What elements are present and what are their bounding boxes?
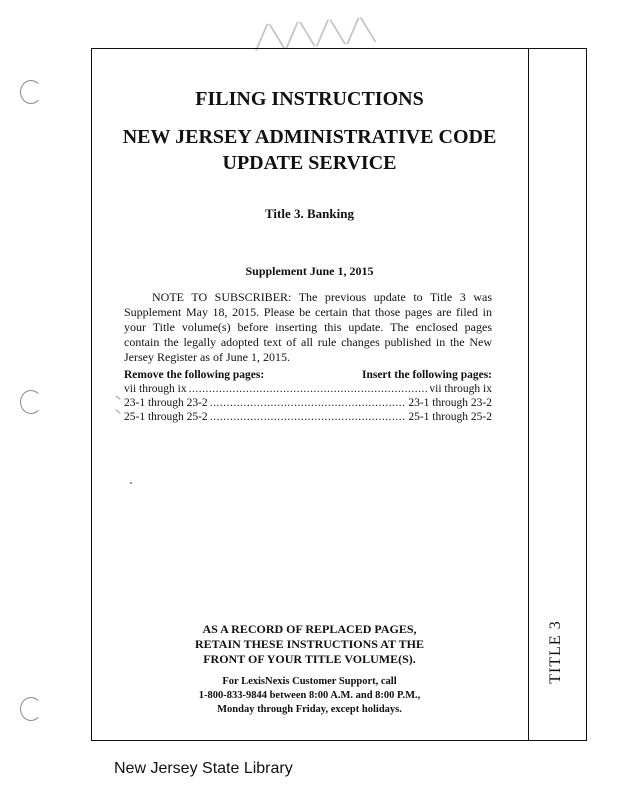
punch-hole-middle: [20, 390, 42, 414]
insert-pages: vii through ix: [429, 383, 492, 395]
support-line1: For LexisNexis Customer Support, call: [222, 676, 397, 687]
insert-pages: 25-1 through 25-2: [408, 411, 492, 423]
remove-pages: 23-1 through 23-2: [124, 397, 208, 409]
insert-pages: 23-1 through 23-2: [408, 397, 492, 409]
pages-row: [124, 382, 492, 396]
stray-mark: [130, 482, 132, 484]
title-name: Title 3. Banking: [265, 206, 354, 221]
leader-dots: [210, 396, 407, 410]
supplement-date: Supplement June 1, 2015: [245, 264, 374, 278]
support-line3: Monday through Friday, except holidays.: [217, 704, 402, 715]
punch-hole-bottom: [20, 697, 42, 721]
code-title-line2: UPDATE SERVICE: [222, 152, 397, 174]
leader-dots: [189, 382, 428, 396]
record-line1: AS A RECORD OF REPLACED PAGES,: [202, 622, 417, 636]
pages-row: [124, 396, 492, 410]
note-text: NOTE TO SUBSCRIBER: The previous update to Title 3 was Supplement May 18, 2015. Please be certain that those pages are filed in your Title volume(s) before inserting this update. The enclosed pages contain the legally adopted text of all rule changes published in the New Jersey Register as of June 1, 2015.: [124, 290, 492, 364]
leader-dots: [210, 410, 407, 424]
handwritten-scribble: ╱╲╱╲╱╲╱╲: [254, 17, 378, 52]
tab-divider: [528, 48, 529, 741]
support-line2: 1-800-833-9844 between 8:00 A.M. and 8:00 P.M.,: [198, 690, 421, 701]
record-notice: [91, 622, 528, 667]
customer-support-info: [91, 675, 528, 717]
filing-instructions-heading: FILING INSTRUCTIONS: [195, 88, 424, 110]
remove-pages: vii through ix: [124, 383, 187, 395]
pages-table-header: [124, 368, 492, 382]
remove-pages: 25-1 through 25-2: [124, 411, 208, 423]
pages-row: [124, 410, 492, 424]
record-line3: FRONT OF YOUR TITLE VOLUME(S).: [203, 652, 416, 666]
remove-header: Remove the following pages:: [124, 369, 265, 381]
punch-hole-top: [20, 80, 42, 104]
record-line2: RETAIN THESE INSTRUCTIONS AT THE: [195, 637, 424, 651]
tab-label: TITLE 3: [547, 620, 564, 684]
code-title: [91, 124, 528, 176]
code-title-line1: NEW JERSEY ADMINISTRATIVE CODE: [122, 126, 497, 148]
insert-header: Insert the following pages:: [361, 369, 492, 381]
pages-table: [124, 368, 492, 424]
note-to-subscriber: [124, 290, 492, 365]
library-stamp: New Jersey State Library: [114, 760, 293, 777]
